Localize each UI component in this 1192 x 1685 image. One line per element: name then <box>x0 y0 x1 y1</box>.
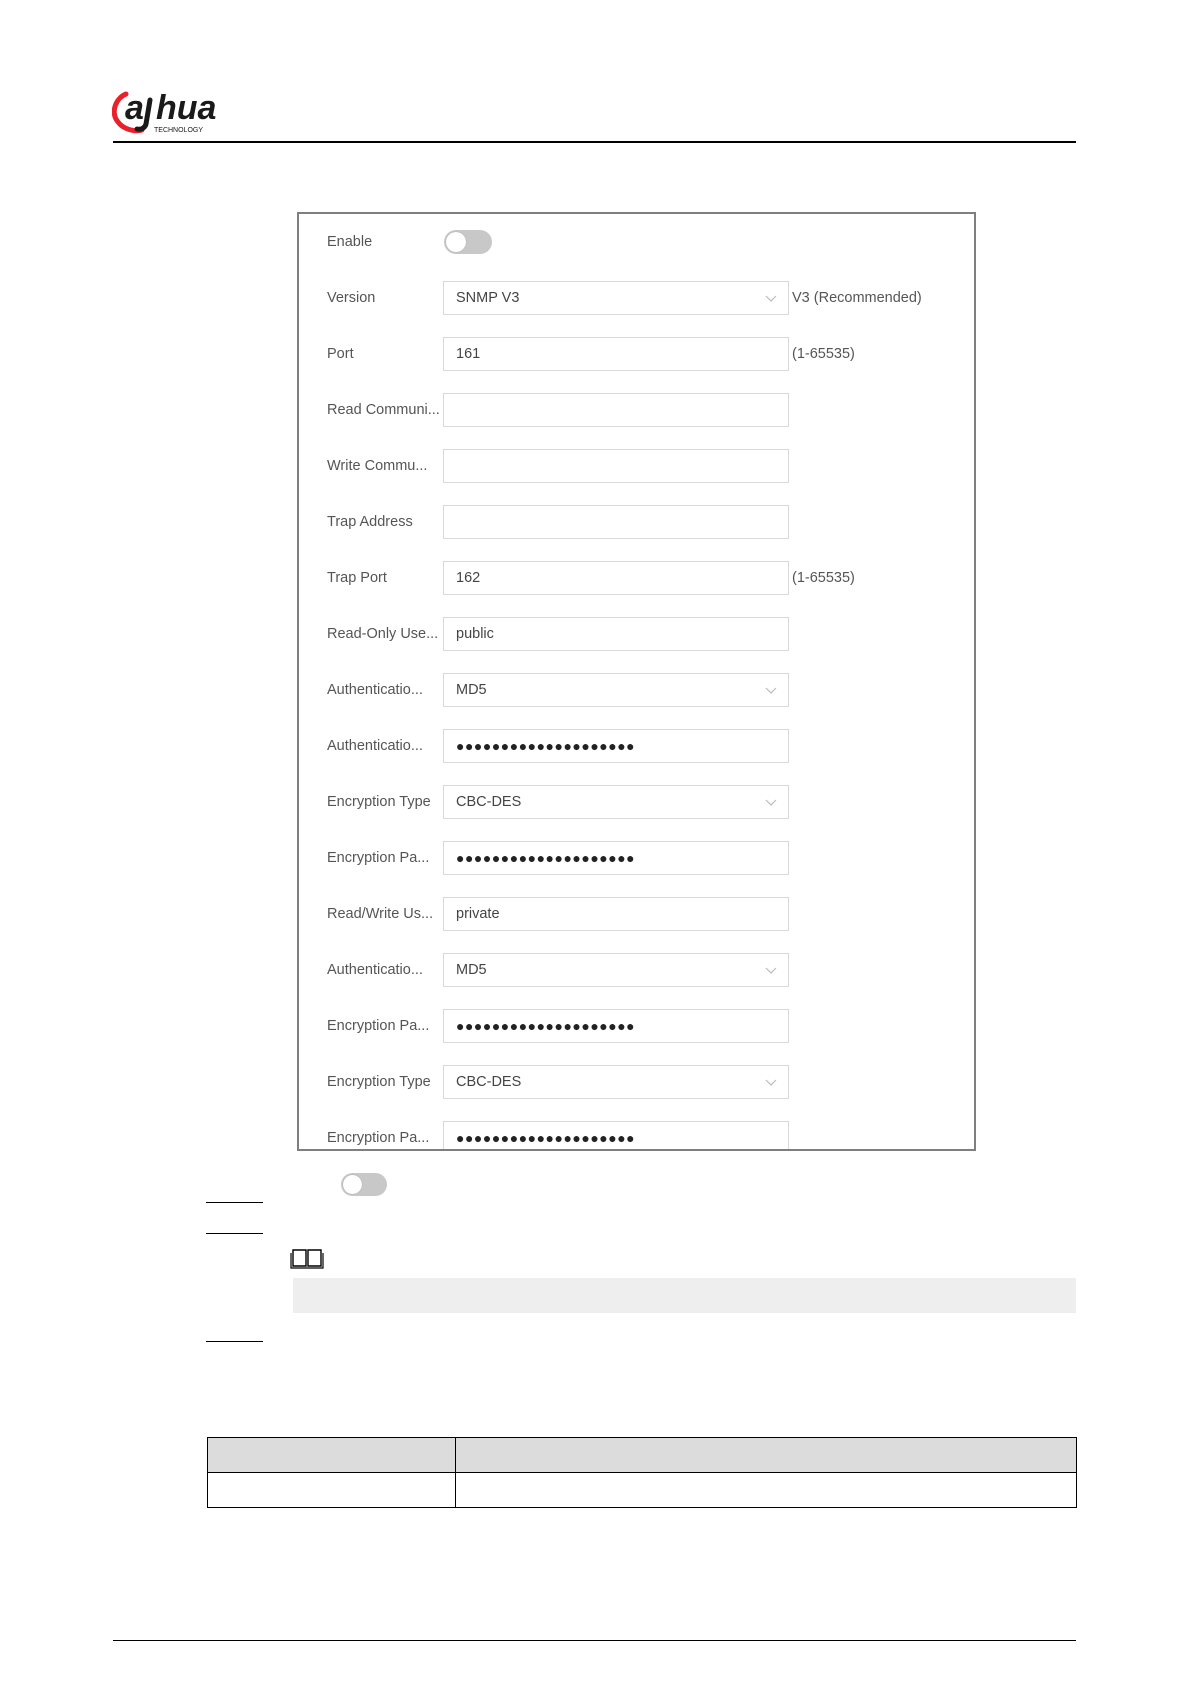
field-label: Authenticatio... <box>327 738 423 754</box>
form-row-read-only-user <box>299 616 974 652</box>
field-label: Authenticatio... <box>327 962 423 978</box>
field-label: Port <box>327 346 354 362</box>
field-value: CBC-DES <box>456 1074 522 1090</box>
field-value: MD5 <box>456 682 487 698</box>
step-marker-3 <box>206 1341 263 1342</box>
form-row-encryption-type-2 <box>299 1064 974 1100</box>
version-select[interactable] <box>443 281 789 315</box>
form-row-port <box>299 336 974 372</box>
field-label: Trap Address <box>327 514 413 530</box>
auth-type-select-2[interactable] <box>443 953 789 987</box>
field-label: Enable <box>327 234 373 250</box>
chevron-down-icon <box>764 1075 778 1089</box>
note-box <box>293 1278 1076 1313</box>
form-row-encryption-password-3 <box>299 1120 974 1151</box>
form-row-auth-password <box>299 728 974 764</box>
field-label: Write Commu... <box>327 458 428 474</box>
form-row-auth-type-2 <box>299 952 974 988</box>
table-header-row <box>208 1438 1077 1473</box>
table-cell <box>208 1473 456 1508</box>
step-marker-2 <box>206 1233 263 1234</box>
field-value: SNMP V3 <box>456 290 520 306</box>
toggle-knob <box>446 232 466 252</box>
field-label: Version <box>327 290 376 306</box>
field-label: Encryption Pa... <box>327 1130 430 1146</box>
table-header-cell <box>208 1438 456 1473</box>
read-write-user-input[interactable]: private <box>443 897 789 931</box>
table-row <box>208 1473 1077 1508</box>
form-row-encryption-type <box>299 784 974 820</box>
field-value: CBC-DES <box>456 794 522 810</box>
dahua-logo <box>112 86 272 136</box>
parameter-table <box>207 1437 1077 1508</box>
field-hint: (1-65535) <box>792 346 855 362</box>
trap-address-input[interactable] <box>443 505 789 539</box>
table-cell <box>456 1473 1077 1508</box>
svg-text:hua: hua <box>156 89 217 127</box>
field-label: Authenticatio... <box>327 682 423 698</box>
table-header-cell <box>456 1438 1077 1473</box>
port-input[interactable]: 161 <box>443 337 789 371</box>
field-label: Read/Write Us... <box>327 906 434 922</box>
form-row-read-community <box>299 392 974 428</box>
field-hint: V3 (Recommended) <box>792 290 922 306</box>
field-label: Trap Port <box>327 570 387 586</box>
field-label: Read Communi... <box>327 402 440 418</box>
field-label: Encryption Pa... <box>327 1018 430 1034</box>
form-row-trap-port <box>299 560 974 596</box>
form-row-encryption-password-2 <box>299 1008 974 1044</box>
chevron-down-icon <box>764 795 778 809</box>
form-row-read-write-user <box>299 896 974 932</box>
trap-port-input[interactable]: 162 <box>443 561 789 595</box>
auth-type-select[interactable] <box>443 673 789 707</box>
enable-toggle-icon <box>341 1173 387 1196</box>
chevron-down-icon <box>764 291 778 305</box>
footer-rule <box>113 1640 1076 1641</box>
form-row-write-community <box>299 448 974 484</box>
chevron-down-icon <box>764 963 778 977</box>
svg-text:a: a <box>125 89 144 127</box>
form-row-enable <box>299 224 974 260</box>
form-row-auth-type <box>299 672 974 708</box>
snmp-settings-panel <box>297 212 976 1151</box>
encryption-password-input-2[interactable]: ●●●●●●●●●●●●●●●●●●●● <box>443 1009 789 1043</box>
chevron-down-icon <box>764 683 778 697</box>
write-community-input[interactable] <box>443 449 789 483</box>
read-community-input[interactable] <box>443 393 789 427</box>
step-marker-1 <box>206 1202 263 1203</box>
book-icon <box>289 1247 325 1269</box>
enable-toggle[interactable] <box>444 230 492 254</box>
field-label: Encryption Type <box>327 794 431 810</box>
form-row-trap-address <box>299 504 974 540</box>
field-hint: (1-65535) <box>792 570 855 586</box>
header-rule <box>113 141 1076 143</box>
form-row-encryption-password <box>299 840 974 876</box>
field-label: Encryption Type <box>327 1074 431 1090</box>
form-row-version <box>299 280 974 316</box>
auth-password-input[interactable]: ●●●●●●●●●●●●●●●●●●●● <box>443 729 789 763</box>
encryption-password-input-3[interactable]: ●●●●●●●●●●●●●●●●●●●● <box>443 1121 789 1151</box>
brand-sub: TECHNOLOGY <box>154 127 204 134</box>
encryption-type-select-2[interactable] <box>443 1065 789 1099</box>
field-value: MD5 <box>456 962 487 978</box>
read-only-user-input[interactable]: public <box>443 617 789 651</box>
field-label: Encryption Pa... <box>327 850 430 866</box>
encryption-password-input[interactable]: ●●●●●●●●●●●●●●●●●●●● <box>443 841 789 875</box>
toggle-knob <box>343 1175 362 1194</box>
encryption-type-select[interactable] <box>443 785 789 819</box>
field-label: Read-Only Use... <box>327 626 439 642</box>
